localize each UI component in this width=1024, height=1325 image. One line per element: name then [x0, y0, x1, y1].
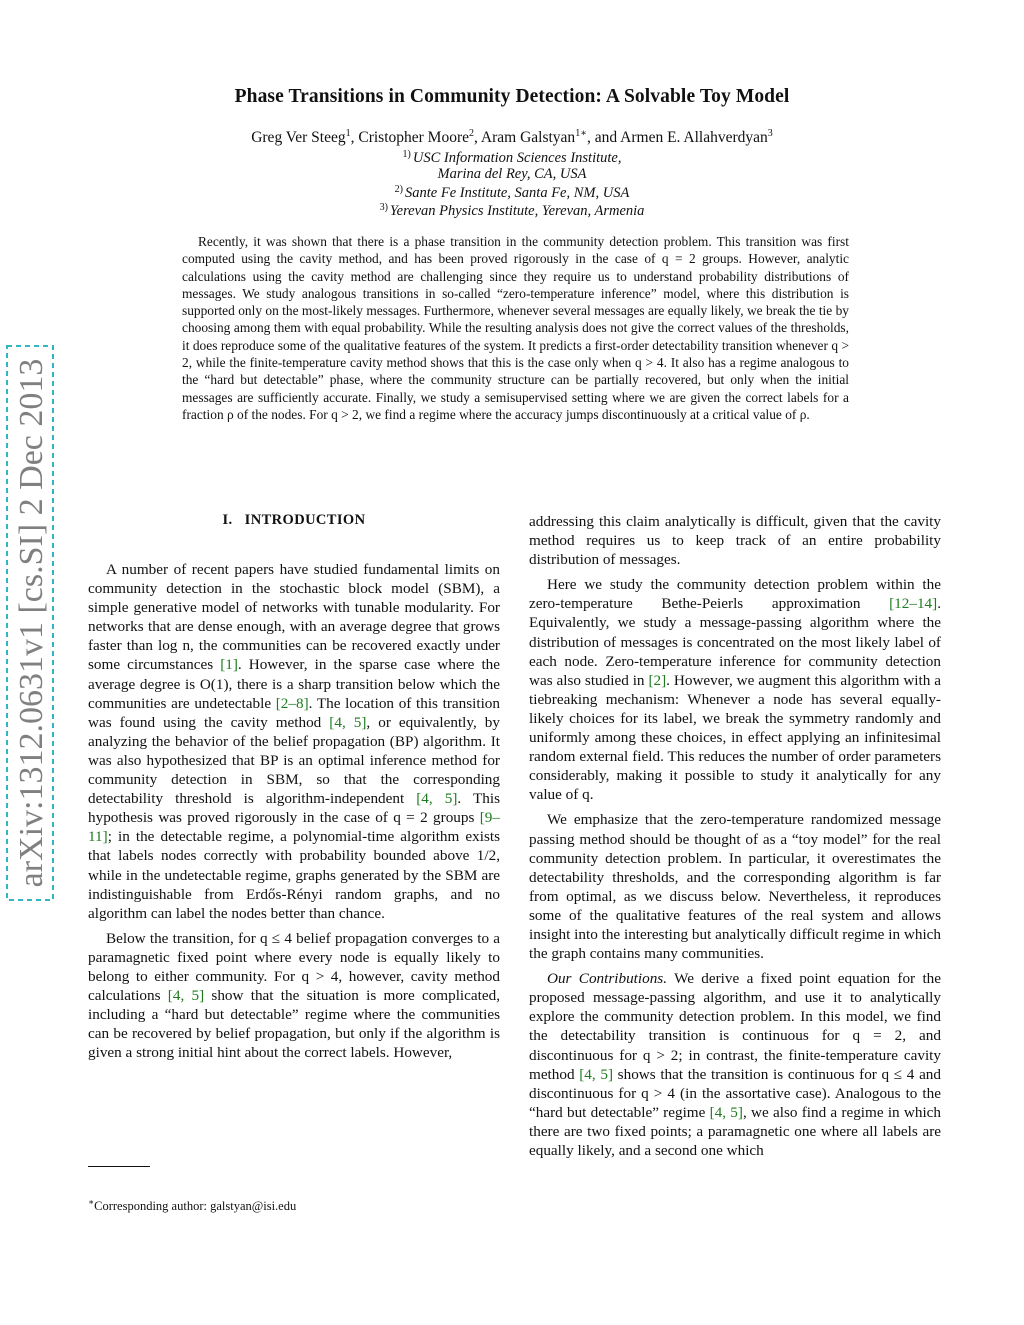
right-column — [529, 512, 941, 1166]
text-run: , or equivalently, by analyzing the behavior of the belief propagation (BP) algorithm. It was also hypothesized that BP is an optimal inference method for community detection in SBM, so that the corresponding detectability threshold is algorithm-independent — [88, 713, 500, 808]
text-run: . However, we augment this algorithm with a tiebreaking mechanism: Whenever a node has several equally-likely choices for its label, we break the symmetry randomly and uniformly among these choices, in effect applying an infinitesimal random external field. This reduces the number of order parameters considerably, making it possible to study it analytically for any value of q. — [529, 671, 941, 804]
citation-link[interactable]: [9–11] — [88, 809, 500, 846]
left-column — [88, 560, 500, 1068]
text-run: We derive a fixed point equation for the proposed message-passing algorithm, and use it to analytically explore the community detection problem. In this model, we find the detectability transition is continuous for q = 2, and discontinuous for q > 2; in contrast, the finite-temperature cavity method — [529, 970, 941, 1083]
author-separator: , — [474, 129, 481, 147]
affiliation-line — [0, 184, 1024, 202]
text-run: . However, in the sparse case where the average degree is O(1), there is a sharp transition below which the communities are undetectable — [88, 656, 500, 712]
author-affiliation-mark: 2 — [469, 128, 475, 139]
footnote-mark: ∗ — [88, 1197, 95, 1207]
author-conjunction: and — [594, 129, 618, 147]
body-paragraph — [529, 969, 941, 1160]
text-run: . The location of this transition was found using the cavity method — [88, 694, 500, 731]
text-run: A number of recent papers have studied fundamental limits on community detection in the stochastic block model (SBM), a simple generative model of networks with tunable modularity. For networks that are dense enough, with an average degree that grows faster than log n, the communities can be recovered exactly under some circumstances — [88, 561, 500, 674]
affiliation-line — [0, 149, 1024, 167]
text-run: Here we study the community detection problem within the zero-temperature Bethe-Peierls approximation — [529, 576, 941, 613]
affiliation-mark: 1) — [402, 149, 411, 160]
footnote — [88, 1197, 296, 1214]
body-paragraph: We emphasize that the zero-temperature randomized message passing method should be thought of as a “toy model” for the real community detection problem. In particular, it overestimates the detectability thresholds, and the corresponding algorithm is far from optimal, as we discuss below. Nevertheless, it reproduces some of the qualitative features of the real system and allows insight into the interesting but analytically difficult regime in which the graph contains many communities. — [529, 811, 941, 963]
citation-link[interactable]: [4, 5] — [329, 713, 367, 731]
text-run: Below the transition, for q ≤ 4 belief propagation converges to a paramagnetic fixed point where every node is equally likely to belong to either community. For q > 4, however, cavity method calculations — [88, 929, 500, 1005]
affiliation-line — [0, 166, 1024, 183]
body-paragraph — [529, 575, 941, 804]
section-title: INTRODUCTION — [244, 512, 366, 528]
citation-link[interactable]: [1] — [220, 656, 238, 674]
affiliation-text: Yerevan Physics Institute, Yerevan, Armenia — [389, 203, 645, 219]
author-name: Aram Galstyan — [480, 129, 576, 147]
author-affiliation-mark: 3 — [767, 128, 773, 139]
author-separator: , — [350, 129, 359, 147]
citation-link[interactable]: [12–14] — [889, 595, 938, 613]
citation-link[interactable]: [4, 5] — [709, 1103, 743, 1121]
section-number: I. — [222, 512, 233, 528]
citation-link[interactable]: [2] — [648, 671, 667, 689]
citation-link[interactable]: [2–8] — [275, 694, 309, 712]
citation-link[interactable]: [4, 5] — [167, 987, 205, 1005]
affiliation-text: USC Information Sciences Institute, — [412, 150, 622, 166]
footnote-rule — [88, 1166, 150, 1167]
author-affiliation-mark: 1 — [345, 128, 351, 139]
text-run: ; in the detectable regime, a polynomial-time algorithm exists that labels nodes correctly with probability bounded above 1/2, while in the undetectable regime, graphs generated by the SBM are indistinguishable from Erdős-Rényi random graphs, and no algorithm can label the nodes better than chance. — [88, 828, 500, 922]
author-name: Greg Ver Steeg — [251, 129, 346, 147]
body-paragraph — [88, 560, 500, 923]
footnote-text: Corresponding author: galstyan@isi.edu — [94, 1199, 297, 1214]
author-list — [0, 128, 1024, 147]
abstract: Recently, it was shown that there is a phase transition in the community detection problem. This transition was first computed using the cavity method, and has been proved rigorously in the case of q = 2 groups. However, analytic calculations using the cavity method are challenging since they require us to understand probability distributions of messages. We study analogous transitions in so-called “zero-temperature inference” model, where this distribution is supported only on the most-likely messages. Furthermore, whenever several messages are equally likely, we break the tie by choosing among them with equal probability. While the resulting analysis does not give the correct values of the thresholds, it does reproduce some of the qualitative features of the system. It predicts a first-order detectability transition whenever q > 2, while the finite-temperature cavity method shows that this is the case only when q > 4. It also has a regime analogous to the “hard but detectable” phase, where the community structure can be partially recovered, but only when the initial messages are sufficiently accurate. Finally, we study a semisupervised setting where we are given the correct labels for a fraction ρ of the nodes. For q > 2, we find a regime where the accuracy jumps discontinuously at a critical value of ρ. — [182, 234, 849, 422]
text-run: show that the situation is more complicated, including a “hard but detectable” regime where the communities can be recovered by belief propagation, but only if the algorithm is given a strong initial hint about the correct labels. However, — [88, 987, 500, 1062]
body-paragraph: addressing this claim analytically is difficult, given that the cavity method requires us to keep track of an entire probability distribution of messages. — [529, 513, 941, 569]
text-run: . This hypothesis was proved rigorously in the case of q = 2 groups — [88, 790, 500, 827]
body-paragraph — [88, 929, 500, 1063]
affiliation-text: Sante Fe Institute, Santa Fe, NM, USA — [405, 185, 630, 201]
citation-link[interactable]: [4, 5] — [579, 1065, 614, 1083]
section-heading — [88, 512, 500, 529]
author-name: Armen E. Allahverdyan — [620, 129, 768, 147]
author-name: Cristopher Moore — [358, 129, 470, 147]
paper-title: Phase Transitions in Community Detection: A Solvable Toy Model — [234, 86, 790, 107]
affiliation-line — [0, 202, 1024, 220]
paragraph-runin-heading: Our Contributions. — [547, 970, 668, 988]
affiliation-mark: 3) — [379, 202, 388, 213]
text-run: . Equivalently, we study a message-passing algorithm where the distribution of messages is concentrated on the most likely label of each node. Zero-temperature inference for community detection was also studied in — [529, 595, 941, 689]
author-separator: , — [586, 129, 595, 147]
arxiv-side-stamp — [4, 343, 56, 903]
author-affiliation-mark: 1∗ — [575, 128, 587, 139]
citation-link[interactable]: [4, 5] — [416, 790, 458, 808]
text-run: shows that the transition is continuous for q ≤ 4 and discontinuous for q > 4 (in the assortative case). Analogous to the “hard but detectable” regime — [529, 1065, 941, 1121]
affiliation-text: Marina del Rey, CA, USA — [437, 166, 587, 182]
text-run: , we also find a regime in which there are two fixed points; a paramagnetic one where all labels are equally likely, and a second one which — [529, 1103, 941, 1159]
affiliation-mark: 2) — [394, 184, 404, 195]
arxiv-identifier: arXiv:1312.0631v1 [cs.SI] 2 Dec 2013 — [13, 358, 50, 888]
